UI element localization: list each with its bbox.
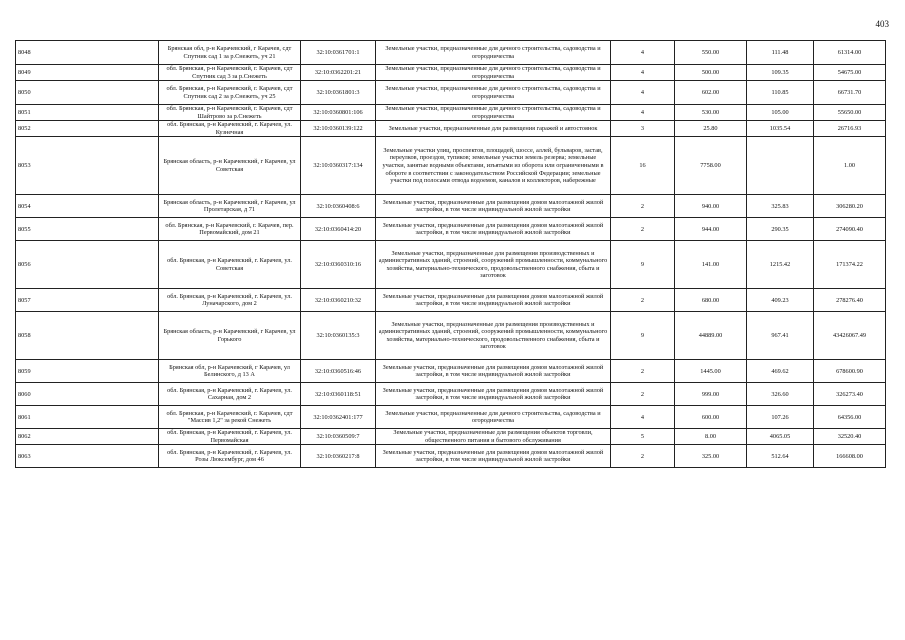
address-cell: обл. Брянская, р-н Карачевский, г. Карачев, ул. Первомайская: [159, 429, 301, 445]
cadastral-number-cell: 32:10:0360408:6: [301, 195, 376, 218]
cadastral-value-cell: 326273.40: [814, 383, 886, 406]
land-use-cell: Земельные участки, предназначенные для размещения домов малоэтажной жилой застройки, в том числе индивидуальной жилой застройки: [376, 289, 611, 312]
use-code-cell: 2: [611, 218, 675, 241]
row-number: 8053: [16, 137, 159, 195]
row-number: 8061: [16, 406, 159, 429]
table-row: [16, 81, 886, 105]
area-cell: 940.00: [675, 195, 747, 218]
cadastral-number-cell: 32:10:0360310:16: [301, 241, 376, 289]
table-row: [16, 312, 886, 360]
address-cell: Брянская обл, р-н Карачевский, г Карачев, ул Белинского, д 13 А: [159, 360, 301, 383]
cadastral-number-cell: 32:10:0360509:7: [301, 429, 376, 445]
row-number: 8051: [16, 105, 159, 121]
cadastral-number-cell: 32:10:0360217:8: [301, 445, 376, 468]
land-use-cell: Земельные участки, предназначенные для размещения домов малоэтажной жилой застройки, в том числе индивидуальной жилой застройки: [376, 360, 611, 383]
use-code-cell: 2: [611, 195, 675, 218]
land-use-cell: Земельные участки улиц, проспектов, площадей, шоссе, аллей, бульваров, застав, переулков, проездов, тупиков; земельные участки земель резерва; земельные участки, занятые водными объектами, изъятыми из оборота или ограниченными в обороте в соответствии с законодательством Российской Федерации; земельные участки под полосами отвода водоемов, каналов и коллекторов, набережные: [376, 137, 611, 195]
specific-value-cell: 512.64: [747, 445, 814, 468]
land-use-cell: Земельные участки, предназначенные для дачного строительства, садоводства и огородничества: [376, 406, 611, 429]
land-use-cell: Земельные участки, предназначенные для размещения объектов торговли, общественного питания и бытового обслуживания: [376, 429, 611, 445]
area-cell: 8.00: [675, 429, 747, 445]
address-cell: Брянская область, р-н Карачевский, г Карачев, ул Советская: [159, 137, 301, 195]
row-number: 8063: [16, 445, 159, 468]
address-cell: обл. Брянская, р-н Карачевский, г. Карачев, сдт Спутник сад 2 за р.Снежеть, уч 25: [159, 81, 301, 105]
cadastral-number-cell: 32:10:0360317:134: [301, 137, 376, 195]
row-number: 8050: [16, 81, 159, 105]
specific-value-cell: 325.83: [747, 195, 814, 218]
land-use-cell: Земельные участки, предназначенные для размещения домов малоэтажной жилой застройки, в том числе индивидуальной жилой застройки: [376, 218, 611, 241]
row-number: 8049: [16, 65, 159, 81]
area-cell: 7758.00: [675, 137, 747, 195]
cadastral-value-cell: 1.00: [814, 137, 886, 195]
land-use-cell: Земельные участки, предназначенные для дачного строительства, садоводства и огородничества: [376, 105, 611, 121]
area-cell: 680.00: [675, 289, 747, 312]
cadastral-number-cell: 32:10:0362401:177: [301, 406, 376, 429]
use-code-cell: 4: [611, 105, 675, 121]
cadastral-number-cell: 32:10:0361701:1: [301, 41, 376, 65]
land-use-cell: Земельные участки, предназначенные для размещения домов малоэтажной жилой застройки, в том числе индивидуальной жилой застройки: [376, 383, 611, 406]
area-cell: 944.00: [675, 218, 747, 241]
use-code-cell: 9: [611, 241, 675, 289]
address-cell: обл. Брянская, р-н Карачевский, г. Карачев, пер. Первомайский, дом 21: [159, 218, 301, 241]
specific-value-cell: 111.48: [747, 41, 814, 65]
specific-value-cell: 967.41: [747, 312, 814, 360]
cadastral-value-cell: 278276.40: [814, 289, 886, 312]
specific-value-cell: 326.60: [747, 383, 814, 406]
address-cell: обл. Брянская, р-н Карачевский, г. Карачев, ул. Розы Люксембург, дом 46: [159, 445, 301, 468]
row-number: 8048: [16, 41, 159, 65]
row-number: 8060: [16, 383, 159, 406]
row-number: 8059: [16, 360, 159, 383]
specific-value-cell: 1035.54: [747, 121, 814, 137]
table-row: [16, 406, 886, 429]
row-number: 8057: [16, 289, 159, 312]
table-row: [16, 445, 886, 468]
cadastral-value-cell: 61314.00: [814, 41, 886, 65]
table-row: [16, 105, 886, 121]
specific-value-cell: 409.23: [747, 289, 814, 312]
row-number: 8062: [16, 429, 159, 445]
specific-value-cell: 469.62: [747, 360, 814, 383]
table-body: [16, 41, 886, 468]
area-cell: 325.00: [675, 445, 747, 468]
row-number: 8056: [16, 241, 159, 289]
specific-value-cell: 290.35: [747, 218, 814, 241]
cadastral-value-cell: 26716.93: [814, 121, 886, 137]
cadastral-number-cell: 32:10:0360210:32: [301, 289, 376, 312]
land-use-cell: Земельные участки, предназначенные для дачного строительства, садоводства и огородничества: [376, 65, 611, 81]
table-row: [16, 41, 886, 65]
row-number: 8055: [16, 218, 159, 241]
address-cell: Брянская область, р-н Карачевский, г Карачев, ул Горького: [159, 312, 301, 360]
cadastral-value-cell: 306280.20: [814, 195, 886, 218]
use-code-cell: 4: [611, 41, 675, 65]
use-code-cell: 3: [611, 121, 675, 137]
cadastral-value-table: [15, 40, 886, 468]
table-row: [16, 121, 886, 137]
table-row: [16, 137, 886, 195]
area-cell: 25.80: [675, 121, 747, 137]
area-cell: 500.00: [675, 65, 747, 81]
use-code-cell: 4: [611, 81, 675, 105]
area-cell: 602.00: [675, 81, 747, 105]
specific-value-cell: 110.85: [747, 81, 814, 105]
cadastral-number-cell: 32:10:0360516:46: [301, 360, 376, 383]
row-number: 8054: [16, 195, 159, 218]
cadastral-number-cell: 32:10:0362201:21: [301, 65, 376, 81]
table-row: [16, 218, 886, 241]
cadastral-value-cell: 64356.00: [814, 406, 886, 429]
land-use-cell: Земельные участки, предназначенные для размещения гаражей и автостоянок: [376, 121, 611, 137]
table-row: [16, 289, 886, 312]
use-code-cell: 2: [611, 383, 675, 406]
table-row: [16, 65, 886, 81]
use-code-cell: 4: [611, 406, 675, 429]
use-code-cell: 16: [611, 137, 675, 195]
row-number: 8058: [16, 312, 159, 360]
cadastral-number-cell: 32:10:0360801:106: [301, 105, 376, 121]
table-row: [16, 429, 886, 445]
area-cell: 550.00: [675, 41, 747, 65]
cadastral-number-cell: 32:10:0360135:3: [301, 312, 376, 360]
cadastral-number-cell: 32:10:0361801:3: [301, 81, 376, 105]
area-cell: 141.00: [675, 241, 747, 289]
use-code-cell: 9: [611, 312, 675, 360]
address-cell: обл. Брянская, р-н Карачевский, г. Карачев, ул. Сахарная, дом 2: [159, 383, 301, 406]
table-row: [16, 383, 886, 406]
table-row: [16, 195, 886, 218]
table-row: [16, 241, 886, 289]
specific-value-cell: 105.00: [747, 105, 814, 121]
land-use-cell: Земельные участки, предназначенные для размещения производственных и административных зданий, строений, сооружений промышленности, коммунального хозяйства, материально-технического, продовольственного снабжения, сбыта и заготовок: [376, 241, 611, 289]
page-number: 403: [875, 19, 889, 29]
row-number: 8052: [16, 121, 159, 137]
cadastral-value-cell: 171374.22: [814, 241, 886, 289]
specific-value-cell: 109.35: [747, 65, 814, 81]
cadastral-value-cell: 66731.70: [814, 81, 886, 105]
cadastral-value-cell: 166608.00: [814, 445, 886, 468]
address-cell: Брянская область, р-н Карачевский, г Карачев, ул Пролетарская, д 71: [159, 195, 301, 218]
area-cell: 530.00: [675, 105, 747, 121]
area-cell: 1445.00: [675, 360, 747, 383]
use-code-cell: 5: [611, 429, 675, 445]
cadastral-value-cell: 274090.40: [814, 218, 886, 241]
use-code-cell: 2: [611, 289, 675, 312]
land-use-cell: Земельные участки, предназначенные для размещения домов малоэтажной жилой застройки, в том числе индивидуальной жилой застройки: [376, 195, 611, 218]
address-cell: обл. Брянская, р-н Карачевский, г. Карачев, ул. Советская: [159, 241, 301, 289]
cadastral-value-cell: 32520.40: [814, 429, 886, 445]
table-row: [16, 360, 886, 383]
cadastral-number-cell: 32:10:0360118:51: [301, 383, 376, 406]
area-cell: 999.00: [675, 383, 747, 406]
cadastral-value-cell: 43426067.49: [814, 312, 886, 360]
specific-value-cell: 4065.05: [747, 429, 814, 445]
address-cell: обл. Брянская, р-н Карачевский, г. Карачев, сдт Шайтрово за р.Снежеть: [159, 105, 301, 121]
specific-value-cell: 1215.42: [747, 241, 814, 289]
cadastral-value-cell: 678600.90: [814, 360, 886, 383]
land-use-cell: Земельные участки, предназначенные для размещения домов малоэтажной жилой застройки, в том числе индивидуальной жилой застройки: [376, 445, 611, 468]
address-cell: обл. Брянская, р-н Карачевский, г. Карачев, сдт Спутник сад 3 за р.Снежеть: [159, 65, 301, 81]
specific-value-cell: [747, 137, 814, 195]
address-cell: обл. Брянская, р-н Карачевский, г. Карачев, ул. Луначарского, дом 2: [159, 289, 301, 312]
use-code-cell: 4: [611, 65, 675, 81]
address-cell: Брянская обл, р-н Карачевский, г Карачев, сдт Спутник сад 1 за р.Снежеть, уч 21: [159, 41, 301, 65]
specific-value-cell: 107.26: [747, 406, 814, 429]
cadastral-value-cell: 54675.00: [814, 65, 886, 81]
cadastral-value-cell: 55650.00: [814, 105, 886, 121]
land-use-cell: Земельные участки, предназначенные для дачного строительства, садоводства и огородничества: [376, 81, 611, 105]
cadastral-number-cell: 32:10:0360139:122: [301, 121, 376, 137]
area-cell: 600.00: [675, 406, 747, 429]
land-use-cell: Земельные участки, предназначенные для дачного строительства, садоводства и огородничества: [376, 41, 611, 65]
address-cell: обл. Брянская, р-н Карачевский, г. Карачев, сдт "Массив 1,2" за рекой Снежеть: [159, 406, 301, 429]
land-use-cell: Земельные участки, предназначенные для размещения производственных и административных зданий, строений, сооружений промышленности, коммунального хозяйства, материально-технического, продовольственного снабжения, сбыта и заготовок: [376, 312, 611, 360]
address-cell: обл. Брянская, р-н Карачевский, г. Карачев, ул. Кузнечная: [159, 121, 301, 137]
use-code-cell: 2: [611, 360, 675, 383]
cadastral-number-cell: 32:10:0360414:20: [301, 218, 376, 241]
area-cell: 44889.00: [675, 312, 747, 360]
use-code-cell: 2: [611, 445, 675, 468]
